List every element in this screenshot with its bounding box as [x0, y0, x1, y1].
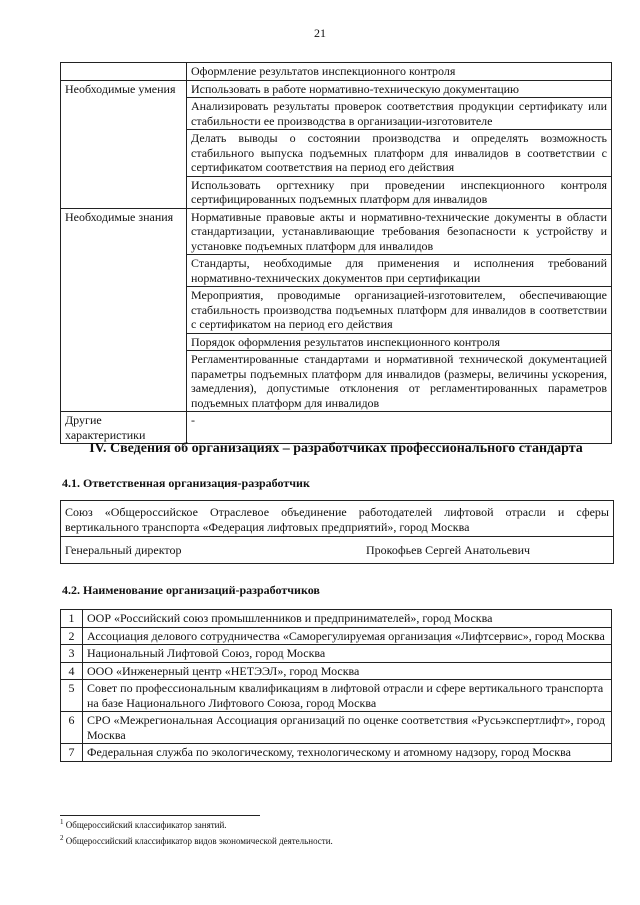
table-cell: Мероприятия, проводимые организацией-изготовителем, обеспечивающие стабильность производства подъемных платформ для инвалидов в соответствии с сертификатом на период его действия	[187, 287, 612, 334]
table-cell: Анализировать результаты проверок соответствия продукции сертификату или стабильности ее производства в организации-изготовителе	[187, 98, 612, 130]
table-row	[61, 208, 612, 255]
row-number: 2	[61, 627, 83, 645]
org-name: ООО «Инженерный центр «НЕТЭЭЛ», город Москва	[83, 662, 612, 680]
table-cell: Оформление результатов инспекционного контроля	[187, 63, 612, 81]
table-row	[61, 744, 612, 762]
row-number: 7	[61, 744, 83, 762]
requirements-table	[60, 62, 612, 444]
table-cell: Делать выводы о состоянии производства и определять возможность стабильного выпуска подъемных платформ для инвалидов в соответствии с сертификатом соответствия на период его действия	[187, 130, 612, 177]
table-cell: Регламентированные стандартами и нормативной технической документацией параметры подъемных платформ для инвалидов (размеры, величины ускорения, замедления), допустимые отклонения от регламентированных параметров подъемных платформ для инвалидов	[187, 351, 612, 412]
row-label-knowledge: Необходимые знания	[61, 208, 187, 412]
footnote-mark: 1	[60, 818, 64, 826]
responsible-org-name: Союз «Общероссийское Отраслевое объединение работодателей лифтовой отрасли и сферы вертикального транспорта «Федерация лифтовых предприятий», город Москва	[61, 501, 613, 537]
row-number: 3	[61, 645, 83, 663]
row-number: 6	[61, 712, 83, 744]
table-row	[61, 63, 612, 81]
row-number: 1	[61, 610, 83, 628]
org-name: ООР «Российский союз промышленников и предпринимателей», город Москва	[83, 610, 612, 628]
org-name: Федеральная служба по экологическому, технологическому и атомному надзору, город Москва	[83, 744, 612, 762]
subsection-title-responsible: 4.1. Ответственная организация-разработчик	[62, 476, 310, 490]
row-number: 4	[61, 662, 83, 680]
org-name: Совет по профессиональным квалификациям в лифтовой отрасли и сфере вертикального транспорта на базе Национального Лифтового Союза, город Москва	[83, 680, 612, 712]
table-cell: Нормативные правовые акты и нормативно-технические документы в области стандартизации, устанавливающие требования безопасности к устройству и установке подъемных платформ для инвалидов	[187, 208, 612, 255]
row-number: 5	[61, 680, 83, 712]
footnote-text: Общероссийский классификатор занятий.	[65, 820, 227, 830]
table-cell: Порядок оформления результатов инспекционного контроля	[187, 333, 612, 351]
table-row	[61, 80, 612, 98]
director-name: Прокофьев Сергей Анатольевич	[366, 543, 531, 557]
section-title: IV. Сведения об организациях – разработчиках профессионального стандарта	[89, 441, 583, 456]
table-row	[61, 645, 612, 663]
director-position: Генеральный директор	[65, 543, 182, 557]
table-row	[61, 680, 612, 712]
table-cell: Использовать в работе нормативно-техническую документацию	[187, 80, 612, 98]
table-row	[61, 627, 612, 645]
footnotes	[60, 811, 612, 848]
responsible-org-box	[60, 500, 614, 564]
page-number: 21	[314, 26, 326, 40]
table-row	[61, 412, 612, 444]
footnote-text: Общероссийский классификатор видов экономической деятельности.	[65, 836, 333, 846]
org-name: Ассоциация делового сотрудничества «Саморегулируемая организация «Лифтсервис», город Москва	[83, 627, 612, 645]
signature-row	[61, 537, 613, 563]
org-name: СРО «Межрегиональная Ассоциация организаций по оценке соответствия «Русьэкспертлифт», город Москва	[83, 712, 612, 744]
table-row	[61, 662, 612, 680]
footnote-mark: 2	[60, 834, 64, 842]
org-name: Национальный Лифтовой Союз, город Москва	[83, 645, 612, 663]
developers-table	[60, 609, 612, 762]
table-cell: Стандарты, необходимые для применения и исполнения требований нормативно-технических документов при сертификации	[187, 255, 612, 287]
table-cell-empty	[61, 63, 187, 81]
table-row	[61, 610, 612, 628]
footnote-1	[60, 816, 612, 832]
row-label-skills: Необходимые умения	[61, 80, 187, 208]
table-row	[61, 712, 612, 744]
footnote-2	[60, 832, 612, 848]
row-label-other: Другие характеристики	[61, 412, 187, 444]
subsection-title-developers: 4.2. Наименование организаций-разработчиков	[62, 583, 320, 597]
table-cell: Использовать оргтехнику при проведении инспекционного контроля сертифицированных подъемных платформ для инвалидов	[187, 176, 612, 208]
table-cell: -	[187, 412, 612, 444]
